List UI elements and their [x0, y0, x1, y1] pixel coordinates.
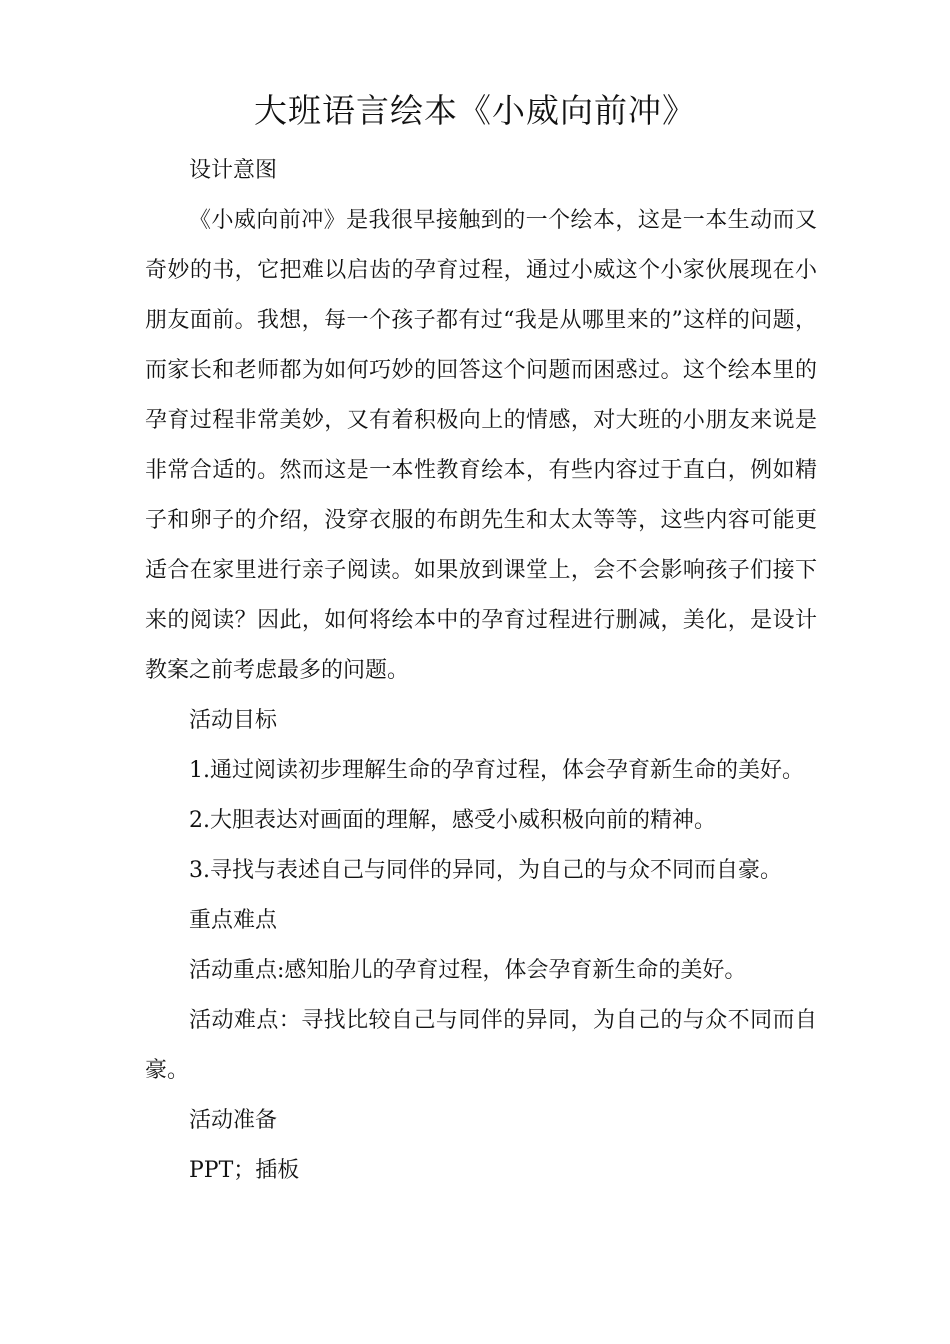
focus-difficulty-line: 活动难点：寻找比较自己与同伴的异同，为自己的与众不同而自 — [189, 1008, 817, 1033]
section-heading-goals: 活动目标 — [189, 708, 278, 733]
design-paragraph-line: 《小威向前冲》是我很早接触到的一个绘本，这是一本生动而又 — [189, 208, 817, 233]
design-paragraph-line: 子和卵子的介绍，没穿衣服的布朗先生和太太等等，这些内容可能更 — [145, 508, 817, 533]
design-paragraph-line: 奇妙的书，它把难以启齿的孕育过程，通过小威这个小家伙展现在小 — [145, 258, 817, 283]
design-paragraph-line: 朋友面前。我想，每一个孩子都有过“我是从哪里来的”这样的问题， — [145, 308, 817, 333]
document-title: 大班语言绘本《小威向前冲》 — [254, 91, 696, 130]
goal-item: 1.通过阅读初步理解生命的孕育过程，体会孕育新生命的美好。 — [189, 758, 804, 783]
design-paragraph-line: 孕育过程非常美妙，又有着积极向上的情感，对大班的小朋友来说是 — [145, 408, 817, 433]
section-heading-prep: 活动准备 — [189, 1108, 278, 1133]
section-heading-focus: 重点难点 — [189, 908, 278, 933]
focus-difficulty-line: 豪。 — [145, 1058, 190, 1083]
goal-item: 3.寻找与表述自己与同伴的异同，为自己的与众不同而自豪。 — [189, 858, 782, 883]
design-paragraph-line: 而家长和老师都为如何巧妙的回答这个问题而困惑过。这个绘本里的 — [145, 358, 817, 383]
focus-key-point: 活动重点:感知胎儿的孕育过程，体会孕育新生命的美好。 — [189, 958, 747, 983]
design-paragraph-line: 教案之前考虑最多的问题。 — [145, 658, 410, 683]
goal-item: 2.大胆表达对画面的理解，感受小威积极向前的精神。 — [189, 808, 716, 833]
design-paragraph-line: 来的阅读？因此，如何将绘本中的孕育过程进行删减，美化，是设计 — [145, 608, 817, 633]
section-heading-design: 设计意图 — [189, 158, 278, 183]
design-paragraph-line: 非常合适的。然而这是一本性教育绘本，有些内容过于直白，例如精 — [145, 458, 817, 483]
prep-items: PPT；插板 — [189, 1158, 300, 1183]
design-paragraph-line: 适合在家里进行亲子阅读。如果放到课堂上，会不会影响孩子们接下 — [145, 558, 817, 583]
